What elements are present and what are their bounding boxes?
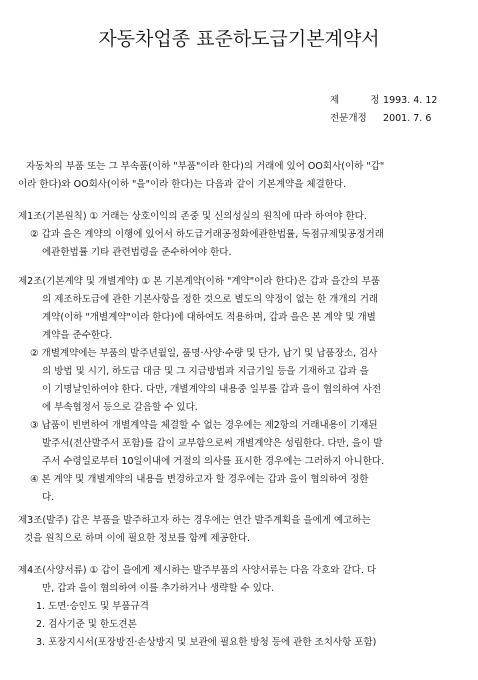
article-3-line: 제3조(발주) 갑은 부품을 발주하고자 하는 경우에는 연간 발주계획을 을에게 예고하는 bbox=[18, 515, 371, 526]
article-3 bbox=[18, 512, 458, 548]
article-4-line: 만, 갑과 을이 협의하여 이를 추가하거나 생략할 수 있다. bbox=[42, 583, 275, 594]
article-2-line: 계약을 준수한다. bbox=[42, 330, 113, 341]
article-2-line: 계약(이하 "개별계약"이라 한다)에 대하여도 적용하며, 갑과 을은 본 계약 및 개별 bbox=[42, 312, 376, 323]
article-4-item: 2. 검사기준 및 한도견본 bbox=[36, 619, 137, 630]
article-1-line: 에관한법률 기타 관련법령을 준수하여야 한다. bbox=[42, 247, 232, 258]
article-2-line: ③ 납품이 빈번하여 개별계약을 체결할 수 없는 경우에는 제2항의 거래내용이 기재된 bbox=[30, 420, 378, 431]
article-3-line: 것을 원칙으로 하며 이에 필요한 정보를 함께 제공한다. bbox=[24, 533, 251, 544]
revised-date: 2001. 7. 6 bbox=[383, 113, 432, 124]
article-4-line: 제4조(사양서류) ① 갑이 을에게 제시하는 발주부품의 사양서류는 다음 각호와 같다. 다 bbox=[18, 565, 377, 576]
article-2-line: 발주서(전산발주서 포함)를 갑이 교부함으로써 개별계약은 성립한다. 다만, 을이 발 bbox=[42, 438, 383, 449]
article-2-line: 의 제조하도급에 관한 기본사항을 정한 것으로 별도의 약정이 없는 한 개개의 거래 bbox=[42, 294, 379, 305]
article-4 bbox=[18, 562, 458, 652]
article-2-line: ② 개별계약에는 부품의 발주년월일, 품명·사양·수량 및 단가, 납기 및 납품장소, 검사 bbox=[30, 348, 378, 359]
article-2-line: 다. bbox=[42, 492, 55, 503]
document-title: 자동차업종 표준하도급기본계약서 bbox=[98, 28, 380, 50]
preamble-line: 이라 한다)와 OO회사(이하 "을"이라 한다)는 다음과 같이 기본계약을 체결한다. bbox=[18, 179, 347, 190]
article-4-item: 1. 도면·승인도 및 부품규격 bbox=[36, 601, 149, 612]
enacted-label: 제 정 bbox=[330, 95, 394, 106]
preamble-line: 자동차의 부품 또는 그 부속품(이하 "부품"이라 한다)의 거래에 있어 OO회사(이하 "갑" bbox=[26, 161, 385, 172]
article-1-line: ② 갑과 을은 계약의 이행에 있어서 하도급거래공정화에관한법률, 독점규제및공정거래 bbox=[30, 229, 384, 240]
article-1-line: 제1조(기본원칙) ① 거래는 상호이익의 존중 및 신의성실의 원칙에 따라 하여야 한다. bbox=[18, 211, 367, 222]
article-4-item: 3. 포장지시서(포장방진·손상방지 및 보관에 필요한 방청 등에 관한 조치사항 포함) bbox=[36, 637, 377, 648]
article-2 bbox=[18, 273, 458, 507]
article-2-line: 주서 수령일로부터 10일이내에 거절의 의사를 표시한 경우에는 그러하지 아니한다. bbox=[42, 456, 385, 467]
article-2-line: 에 부속협정서 등으로 갈음할 수 있다. bbox=[42, 402, 198, 413]
preamble bbox=[18, 158, 454, 194]
article-2-line: 의 방법 및 시기, 하도급 대금 및 그 지급방법과 지급기일 등을 기재하고 갑과 을 bbox=[42, 366, 369, 377]
article-2-line: 제2조(기본계약 및 개별계약) ① 본 기본계약(이하 "계약"이라 한다)은 갑과 을간의 부품 bbox=[18, 276, 380, 287]
enacted-date: 1993. 4. 12 bbox=[383, 95, 438, 106]
revised-label: 전문개정 bbox=[330, 113, 367, 124]
article-2-line: ④ 본 계약 및 개별계약의 내용을 변경하고자 할 경우에는 갑과 을이 협의하여 정한 bbox=[30, 474, 369, 485]
article-2-line: 이 기명날인하여야 한다. 다만, 개별계약의 내용중 일부를 갑과 을이 협의하여 사전 bbox=[42, 384, 382, 395]
revised-row bbox=[330, 110, 431, 124]
article-1 bbox=[18, 208, 458, 262]
enacted-row bbox=[330, 92, 437, 106]
